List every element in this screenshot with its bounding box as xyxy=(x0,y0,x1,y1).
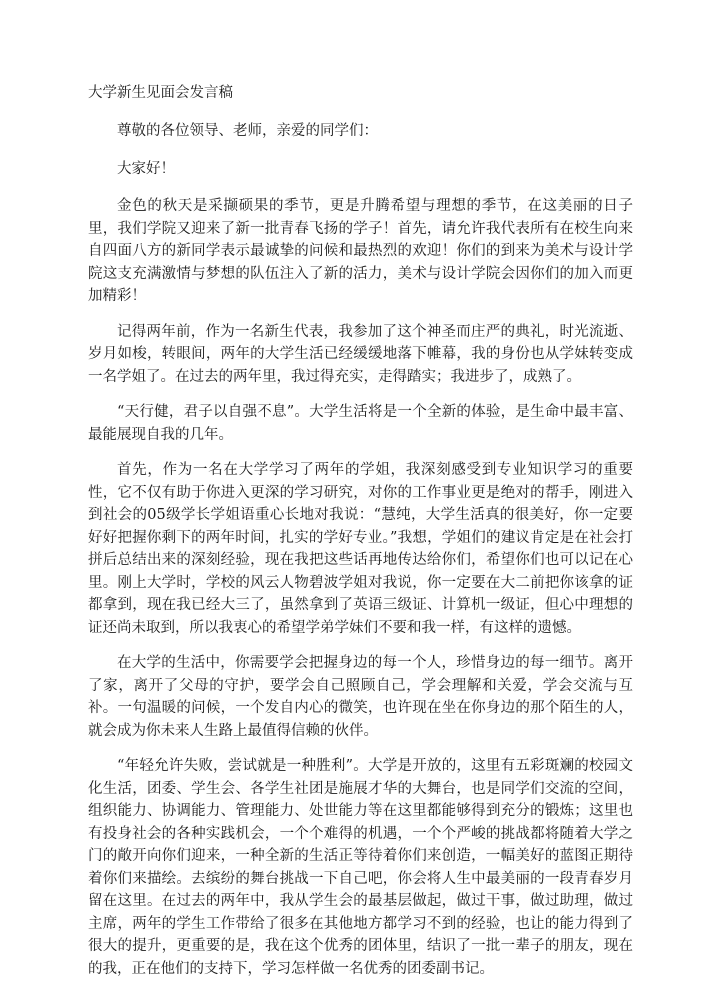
paragraph-6: “年轻允许失败，尝试就是一种胜利”。大学是开放的，这里有五彩斑斓的校园文化生活，团委、学生会、各学生社团是施展才华的大舞台，也是同学们交流的空间，组织能力、协调能力、管理能力、处世能力等在这里都能够得到充分的锻炼；这里也有投身社会的各种实践机会，一个个难得的机遇，一个个严峻的挑战都将随着大学之门的敞开向你们迎来，一种全新的生活正等待着你们来创造，一幅美好的蓝图正期待着你们来描绘。去缤纷的舞台挑战一下自己吧，你会将人生中最美丽的一段青春岁月留在这里。在过去的两年中，我从学生会的最基层做起，做过干事，做过助理，做过主席，两年的学生工作带给了很多在其他地方都学习不到的经验，也让的能力得到了很大的提升，更重要的是，我在这个优秀的团体里，结识了一批一辈子的朋友，现在的我，正在他们的支持下，学习怎样做一名优秀的团委副书记。 xyxy=(88,758,633,977)
paragraph-2: 记得两年前，作为一名新生代表，我参加了这个神圣而庄严的典礼，时光流逝、岁月如梭，转眼间，两年的大学生活已经缓缓地落下帷幕，我的身份也从学妹转变成一名学姐了。在过去的两年里，我过得充实，走得踏实；我进步了，成熟了。 xyxy=(88,323,633,385)
paragraph-5: 在大学的生活中，你需要学会把握身边的每一个人，珍惜身边的每一细节。离开了家，离开了父母的守护，要学会自己照顾自己，学会理解和关爱，学会交流与互补。一句温暖的问候，一个发自内心的微笑，也许现在坐在你身边的那个陌生的人，就会成为你未来人生路上最值得信赖的伙伴。 xyxy=(88,655,633,739)
greeting: 大家好！ xyxy=(117,160,175,177)
paragraph-4: 首先，作为一名在大学学习了两年的学姐，我深刻感受到专业知识学习的重要性，它不仅有助于你进入更深的学习研究，对你的工作事业更是绝对的帮手，刚进入到社会的05级学长学姐语重心长地对我说：“慧纯，大学生活真的很美好，你一定要好好把握你剩下的两年时间，扎实的学好专业。”我想，学姐们的建议肯定是在社会打拼后总结出来的深刻经验，现在我把这些话再地传达给你们，希望你们也可以记在心里。刚上大学时，学校的风云人物碧波学姐对我说，你一定要在大二前把你该拿的证都拿到，现在我已经大三了，虽然拿到了英语三级证、计算机一级证，但心中理想的证还尚未取到，所以我衷心的希望学弟学妹们不要和我一样，有这样的遗憾。 xyxy=(88,462,633,636)
paragraph-1: 金色的秋天是采撷硕果的季节，更是升腾希望与理想的季节，在这美丽的日子里，我们学院又迎来了新一批青春飞扬的学子！首先，请允许我代表所有在校生向来自四面八方的新同学表示最诚挚的问候和最热烈的欢迎！你们的到来为美术与设计学院这支充满激情与梦想的队伍注入了新的活力，美术与设计学院会因你们的加入而更加精彩！ xyxy=(88,198,633,304)
paragraph-3: “天行健，君子以自强不息”。大学生活将是一个全新的体验，是生命中最丰富、最能展现自我的几年。 xyxy=(88,404,633,443)
document-page xyxy=(88,82,633,993)
document-title: 大学新生见面会发言稿 xyxy=(88,85,233,101)
salutation: 尊敬的各位领导、老师，亲爱的同学们： xyxy=(117,123,378,139)
